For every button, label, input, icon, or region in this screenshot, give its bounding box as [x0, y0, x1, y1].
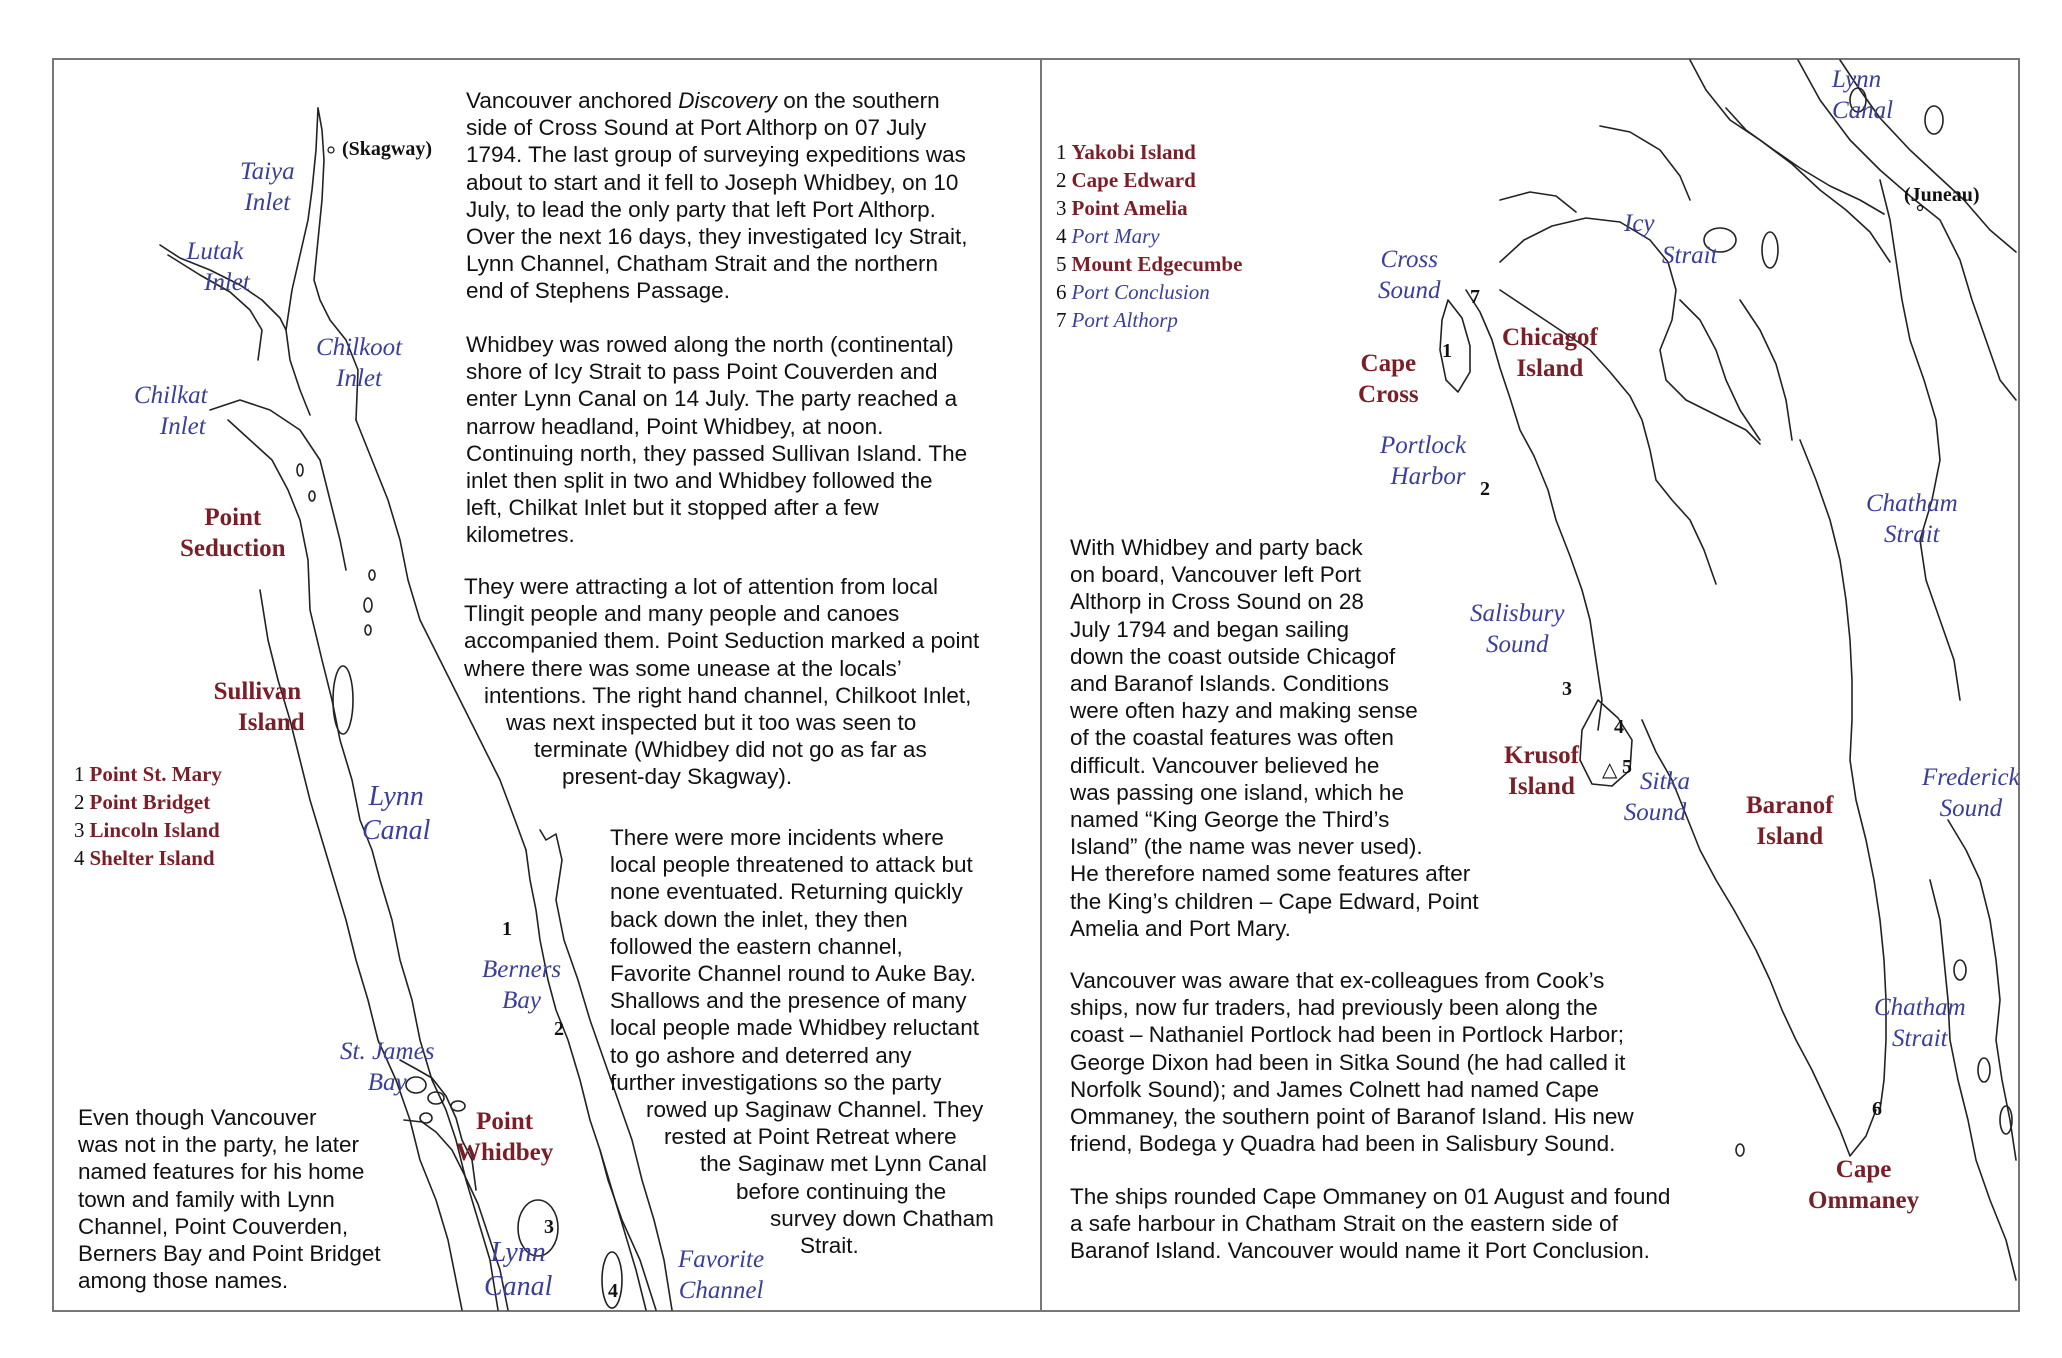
text-line: Even though Vancouver	[78, 1105, 317, 1130]
legend-item: 6 Port Conclusion	[1056, 280, 1210, 304]
legend-item: 4 Shelter Island	[74, 846, 215, 870]
text-line: where there was some unease at the locals’	[464, 655, 902, 681]
text-line: further investigations so the party	[610, 1069, 942, 1095]
legend-item: 4 Port Mary	[1056, 224, 1160, 248]
point-seduction-label: Point Seduction	[180, 504, 286, 562]
salisbury-sound-label: Salisbury Sound	[1470, 600, 1565, 658]
text-line: a safe harbour in Chatham Strait on the eastern side of	[1070, 1211, 1618, 1237]
legend-item: 3 Lincoln Island	[74, 818, 220, 842]
chicagof-island-label: Chicagof Island	[1502, 324, 1598, 382]
legend-item: 7 Port Althorp	[1056, 308, 1178, 332]
text-line: Whidbey was rowed along the north (continental)	[466, 332, 954, 357]
text-line: the Saginaw met Lynn Canal	[700, 1151, 987, 1177]
text-line: Ommaney, the southern point of Baranof Island. His new	[1070, 1104, 1634, 1130]
lynn-canal-lower-label: Lynn Canal	[484, 1237, 553, 1302]
marker-yakobi-island: 1	[1442, 340, 1452, 362]
left-legend	[74, 760, 222, 872]
frederick-sound-label: Frederick Sound	[1922, 764, 2020, 822]
text-line: They were attracting a lot of attention from local	[464, 574, 938, 599]
text-line: accompanied them. Point Seduction marked a point	[464, 628, 980, 654]
ommaney-paragraph	[1070, 1183, 1670, 1265]
text-line: intentions. The right hand channel, Chilkoot Inlet,	[484, 682, 972, 708]
text-line: to go ashore and deterred any	[610, 1042, 912, 1068]
text-line: Amelia and Port Mary.	[1070, 915, 1291, 941]
skagway-label: (Skagway)	[342, 138, 433, 160]
admiralty-west-coast	[1880, 180, 1960, 700]
text-line: George Dixon had been in Sitka Sound (he had called it	[1070, 1049, 1626, 1075]
text-line: down the coast outside Chicagof	[1070, 643, 1396, 669]
text-line: local people made Whidbey reluctant	[610, 1015, 979, 1041]
taiya-inlet-label: Taiya Inlet	[240, 158, 295, 216]
legend-item: 2 Point Bridget	[74, 790, 211, 814]
text-line: coast – Nathaniel Portlock had been in Portlock Harbor;	[1070, 1022, 1625, 1048]
legend-item: 1 Yakobi Island	[1056, 140, 1196, 164]
marker-mount-edgecumbe: 5	[1622, 756, 1632, 778]
text-line: 1794. The last group of surveying expeditions was	[466, 142, 966, 168]
portlock-harbor-label: Portlock Harbor	[1380, 432, 1467, 490]
text-line: of the coastal features was often	[1070, 725, 1394, 751]
icy-label: Icy	[1624, 210, 1655, 237]
point-whidbey-label: Point Whidbey	[456, 1108, 554, 1166]
text-line: Favorite Channel round to Auke Bay.	[610, 961, 977, 987]
text-line: were often hazy and making sense	[1070, 698, 1418, 724]
strait-label: Strait	[1662, 242, 1718, 269]
mountain-icon: △	[1602, 759, 1618, 781]
text-line: terminate (Whidbey did not go as far as	[534, 737, 927, 763]
marker-point-amelia: 3	[1562, 678, 1572, 700]
whidbey-paragraph	[466, 331, 967, 549]
text-line: about to start and it fell to Joseph Whidbey, on 10	[466, 169, 959, 195]
text-line: side of Cross Sound at Port Althorp on 07 July	[466, 115, 927, 141]
sitka-sound-label: Sitka Sound	[1623, 768, 1690, 826]
cape-cross-label: Cape Cross	[1358, 350, 1419, 408]
intro-line-1b: on the southern	[777, 88, 940, 113]
text-line: Strait.	[800, 1233, 859, 1259]
intro-paragraph	[466, 87, 968, 305]
cross-sound-label: Cross Sound	[1378, 246, 1441, 304]
text-line: town and family with Lynn	[78, 1186, 335, 1212]
text-line: Island” (the name was never used).	[1070, 834, 1423, 860]
text-line: shore of Icy Strait to pass Point Couverden and	[466, 359, 938, 385]
taiya-inlet-shore	[286, 108, 318, 415]
chilkat-inlet-label: Chilkat Inlet	[134, 382, 208, 440]
baranof-island-label: Baranof Island	[1746, 792, 1834, 850]
text-line: rowed up Saginaw Channel. They	[646, 1097, 984, 1123]
text-line: The ships rounded Cape Ommaney on 01 August and found	[1070, 1184, 1671, 1209]
legend-item: 5 Mount Edgecumbe	[1056, 252, 1243, 276]
text-line: Over the next 16 days, they investigated Icy Strait,	[466, 224, 968, 250]
text-line: before continuing the	[736, 1178, 947, 1204]
text-line: Continuing north, they passed Sullivan Island. The	[466, 440, 968, 466]
text-line: He therefore named some features after	[1070, 861, 1471, 887]
favorite-channel-label: Favorite Channel	[678, 1246, 765, 1304]
text-line: Channel, Point Couverden,	[78, 1213, 349, 1239]
ship-name: Discovery	[678, 88, 778, 113]
text-line: Tlingit people and many people and canoes	[464, 601, 900, 627]
chilkoot-inlet-label: Chilkoot Inlet	[316, 334, 403, 392]
text-line: narrow headland, Point Whidbey, at noon.	[466, 413, 884, 439]
marker-port-conclusion: 6	[1872, 1098, 1882, 1120]
names-paragraph	[78, 1104, 381, 1294]
text-line: and Baranof Islands. Conditions	[1070, 671, 1389, 697]
marker-lincoln-island: 3	[544, 1216, 554, 1238]
st-james-bay-label: St. James Bay	[340, 1038, 435, 1096]
text-line: was next inspected but it too was seen to	[506, 710, 917, 736]
text-line: inlet then split in two and Whidbey followed the	[466, 468, 933, 494]
berners-bay-label: Berners Bay	[482, 956, 562, 1014]
chatham-strait-upper-label: Chatham Strait	[1866, 490, 1958, 548]
text-line: Baranof Island. Vancouver would name it Port Conclusion.	[1070, 1238, 1650, 1264]
incidents-paragraph	[610, 824, 994, 1259]
text-line: followed the eastern channel,	[610, 933, 903, 959]
text-line: Shallows and the presence of many	[610, 988, 967, 1014]
text-line: on board, Vancouver left Port	[1070, 562, 1362, 588]
legend-item: 2 Cape Edward	[1056, 168, 1196, 192]
text-line: was passing one island, which he	[1070, 779, 1404, 805]
text-line: Althorp in Cross Sound on 28	[1070, 589, 1364, 615]
text-line: enter Lynn Canal on 14 July. The party reached a	[466, 386, 958, 412]
text-line: difficult. Vancouver believed he	[1070, 752, 1380, 778]
lynn-canal-right-label: Lynn Canal	[1831, 66, 1894, 124]
text-line: July 1794 and began sailing	[1070, 616, 1349, 642]
text-line: friend, Bodega y Quadra had been in Salisbury Sound.	[1070, 1131, 1616, 1157]
text-line: none eventuated. Returning quickly	[610, 879, 963, 905]
lynn-canal-label: Lynn Canal	[362, 781, 431, 846]
text-line: local people threatened to attack but	[610, 852, 973, 878]
marker-cape-edward: 2	[1480, 478, 1490, 500]
text-line: back down the inlet, they then	[610, 906, 908, 932]
text-line: ships, now fur traders, had previously been along the	[1070, 995, 1598, 1021]
cape-ommaney-label: Cape Ommaney	[1808, 1156, 1920, 1214]
text-line: end of Stephens Passage.	[466, 278, 730, 304]
text-line: named features for his home	[78, 1159, 365, 1185]
marker-port-althorp: 7	[1470, 286, 1480, 308]
text-line: was not in the party, he later	[78, 1132, 359, 1158]
text-line: There were more incidents where	[610, 825, 944, 850]
text-line: named “King George the Third’s	[1070, 807, 1390, 833]
text-line: kilometres.	[466, 522, 575, 548]
juneau-label: (Juneau)	[1904, 184, 1980, 206]
tlingit-paragraph	[464, 573, 979, 791]
right-legend	[1056, 138, 1242, 334]
chatham-strait-lower-label: Chatham Strait	[1874, 994, 1966, 1052]
legend-item: 1 Point St. Mary	[74, 762, 222, 786]
marker-point-st-mary: 1	[502, 918, 512, 940]
text-line: Berners Bay and Point Bridget	[78, 1241, 381, 1267]
text-line: rested at Point Retreat where	[664, 1124, 957, 1150]
text-line: With Whidbey and party back	[1070, 535, 1363, 560]
marker-point-bridget: 2	[554, 1018, 564, 1040]
text-line: survey down Chatham	[770, 1205, 994, 1231]
text-line: left, Chilkat Inlet but it stopped after a few	[466, 495, 879, 521]
text-line: the King’s children – Cape Edward, Point	[1070, 888, 1479, 914]
text-line: present-day Skagway).	[562, 764, 793, 790]
text-line: Vancouver was aware that ex-colleagues from Cook’s	[1070, 968, 1605, 993]
lutak-inlet-label: Lutak Inlet	[186, 238, 250, 296]
marker-shelter-island: 4	[608, 1280, 618, 1302]
text-line: Lynn Channel, Chatham Strait and the northern	[466, 251, 938, 277]
intro-line-1a: Vancouver anchored	[466, 88, 679, 113]
text-line: among those names.	[78, 1268, 289, 1294]
marker-port-mary: 4	[1614, 716, 1624, 738]
fur-traders-paragraph	[1070, 967, 1634, 1157]
krusof-island-label: Krusof Island	[1504, 742, 1579, 800]
sullivan-island-label: Sullivan Island	[213, 678, 305, 736]
text-line: Norfolk Sound); and James Colnett had named Cape	[1070, 1076, 1600, 1102]
text-line: July, to lead the only party that left Port Althorp.	[466, 196, 936, 222]
departure-paragraph	[1070, 534, 1479, 942]
legend-item: 3 Point Amelia	[1056, 196, 1188, 220]
